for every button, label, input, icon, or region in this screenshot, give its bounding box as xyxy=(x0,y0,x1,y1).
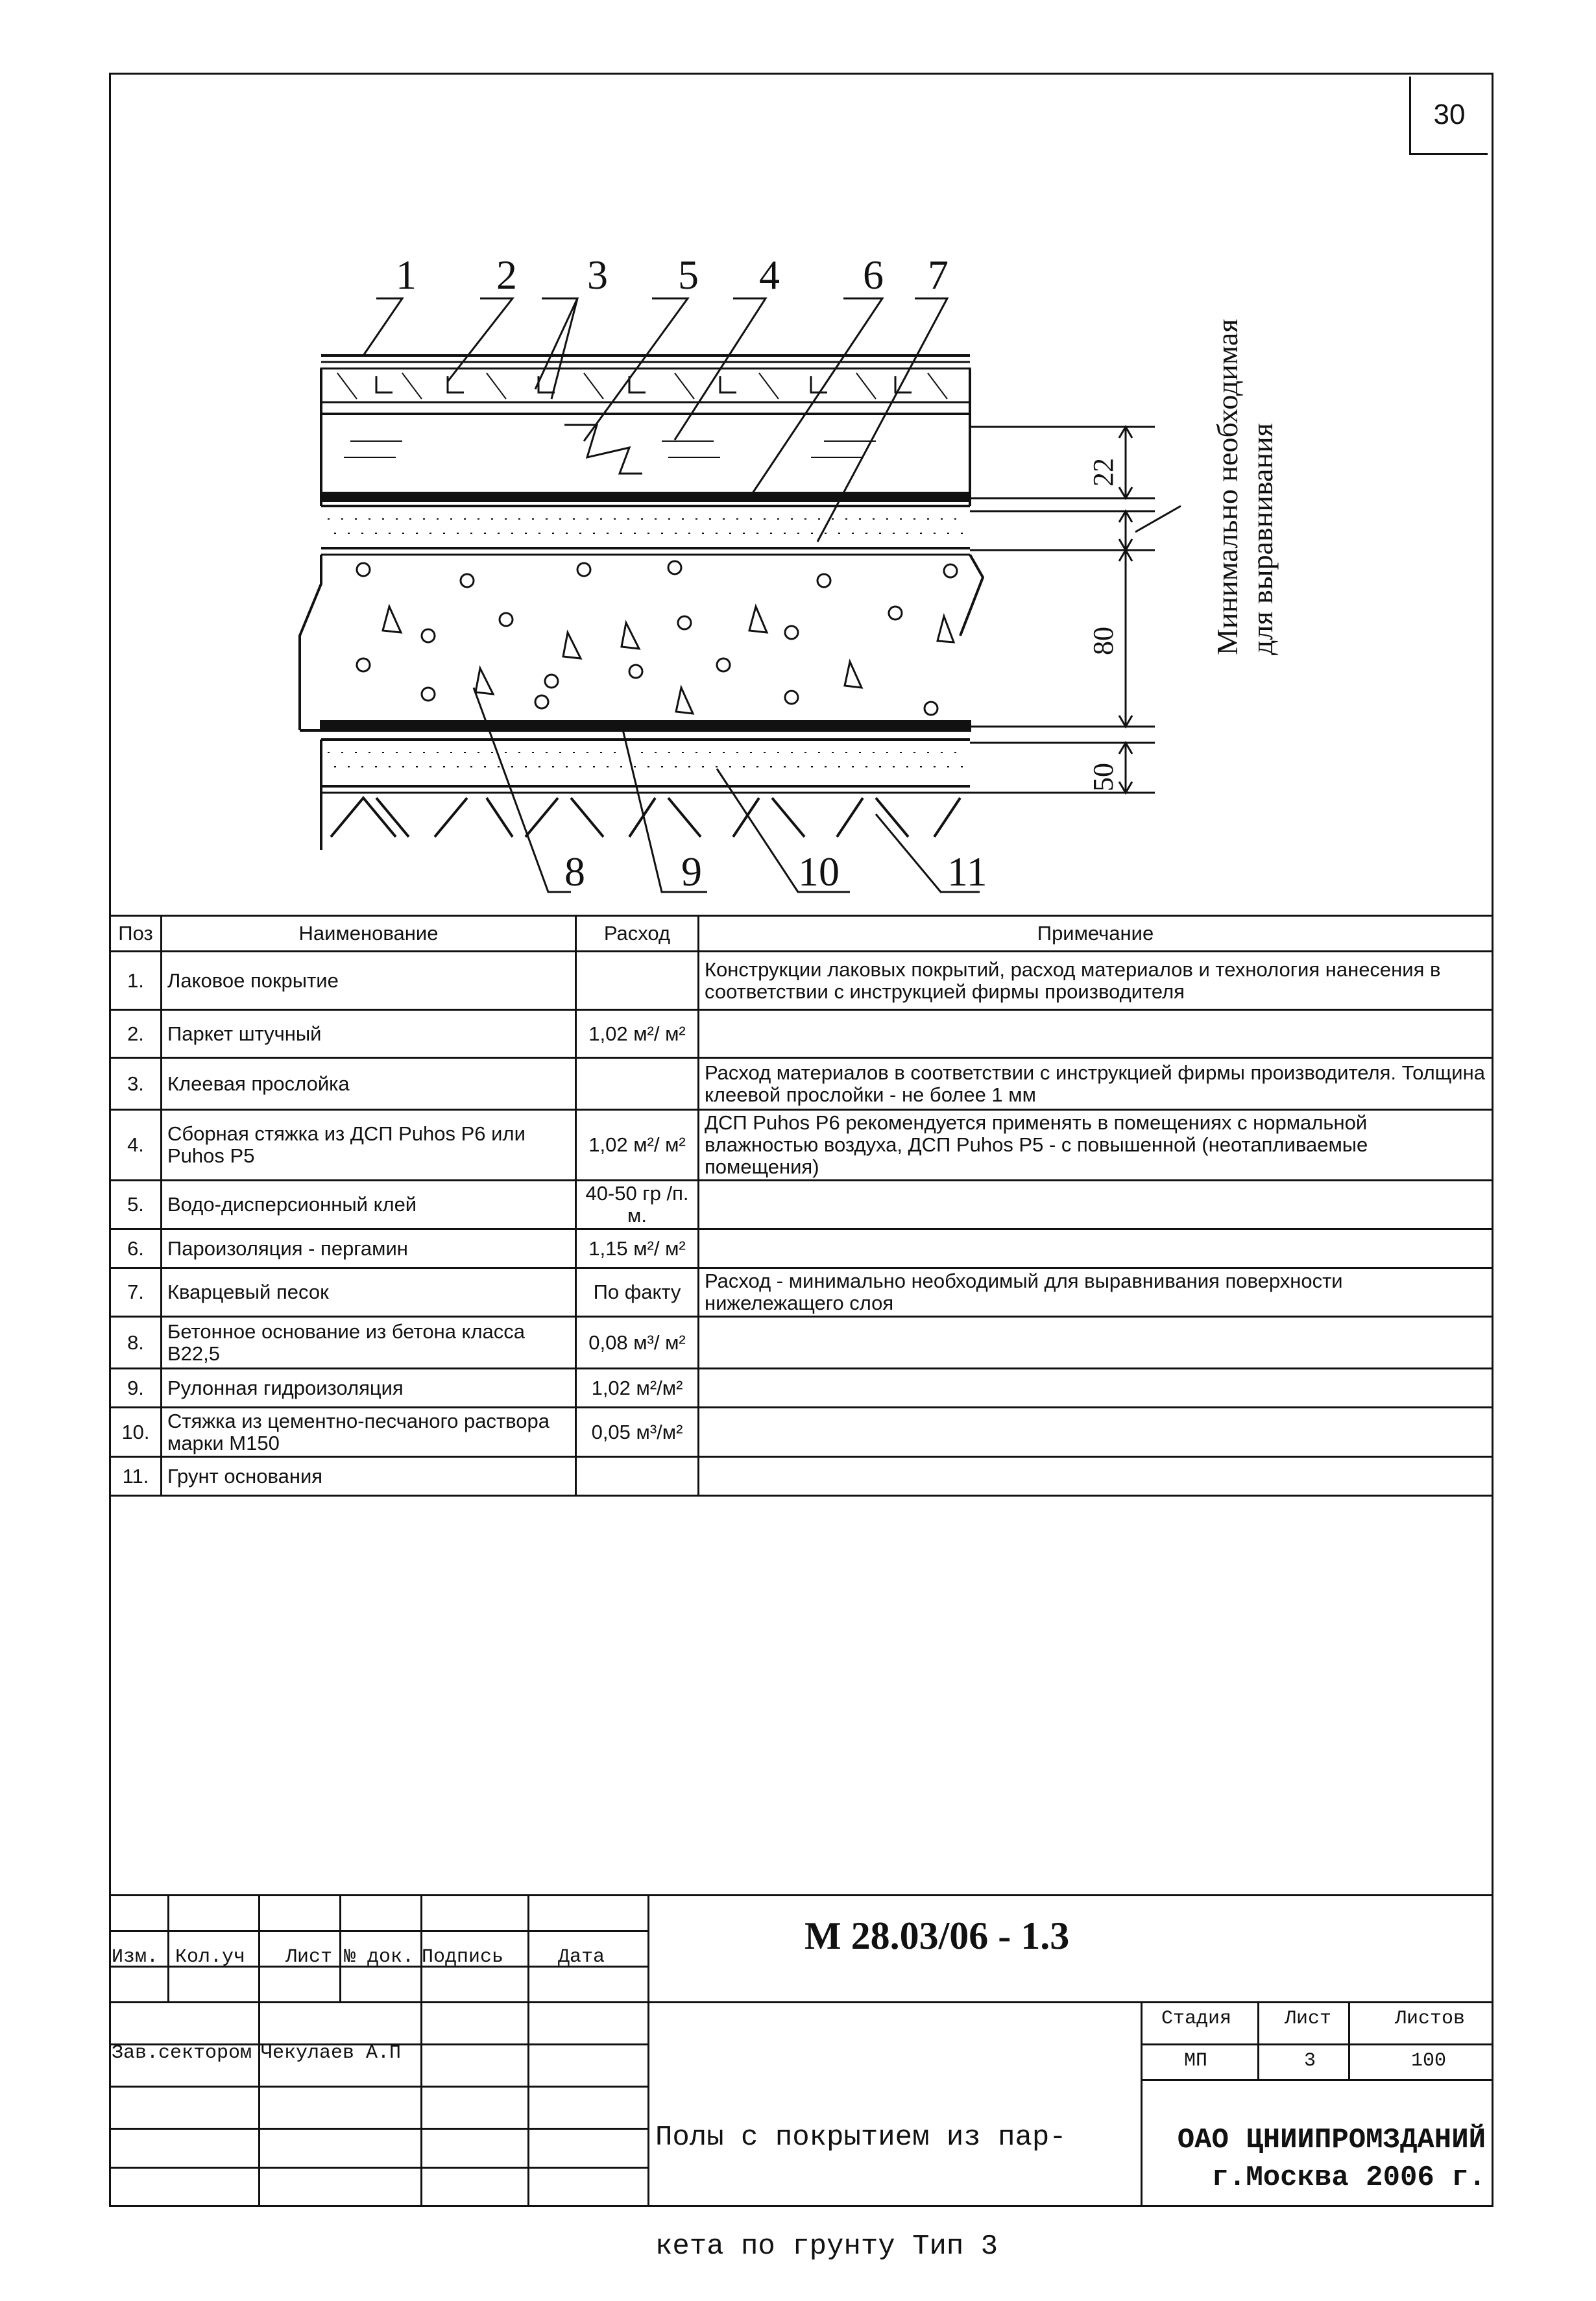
person-name: Чекулаев А.П xyxy=(261,2042,402,2064)
row-rate: 0,05 м³/м² xyxy=(576,1408,699,1457)
row-pos: 3. xyxy=(110,1058,162,1110)
row-name: Кварцевый песок xyxy=(162,1268,576,1317)
callout-10: 10 xyxy=(798,849,840,895)
row-pos: 2. xyxy=(110,1010,162,1058)
callout-1: 1 xyxy=(396,252,417,298)
row-name: Пароизоляция - пергамин xyxy=(162,1229,576,1268)
row-note: Конструкции лаковых покрытий, расход материалов и технология нанесения в соответствии с инструкцией фирмы производителя xyxy=(699,952,1493,1010)
row-pos: 6. xyxy=(110,1229,162,1268)
specification-table xyxy=(109,915,1493,1497)
role-label: Зав.сектором xyxy=(112,2042,252,2064)
row-name: Клеевая прослойка xyxy=(162,1058,576,1110)
row-rate: 40-50 гр /п. м. xyxy=(576,1181,699,1229)
row-note xyxy=(699,1317,1493,1369)
callout-3: 3 xyxy=(587,252,608,298)
col-podpis: Подпись xyxy=(422,1946,504,1968)
row-pos: 11. xyxy=(110,1457,162,1496)
document-title-line-2: кета по грунту Тип 3 xyxy=(655,2230,998,2263)
organization-name: ОАО ЦНИИПРОМЗДАНИЙ xyxy=(1177,2124,1486,2156)
row-pos: 8. xyxy=(110,1317,162,1369)
row-name: Рулонная гидроизоляция xyxy=(162,1369,576,1408)
dimension-80: 80 xyxy=(1087,627,1119,655)
header-pos: Поз xyxy=(110,916,162,952)
callout-5: 5 xyxy=(678,252,699,298)
document-title xyxy=(655,2047,1067,2301)
document-title-line-1: Полы с покрытием из пар- xyxy=(655,2121,1067,2154)
table-row xyxy=(110,952,1493,1010)
table-row xyxy=(110,1457,1493,1496)
row-name: Стяжка из цементно-песчаного раствора марки М150 xyxy=(162,1408,576,1457)
col-kol: Кол.уч xyxy=(175,1946,246,1968)
row-pos: 7. xyxy=(110,1268,162,1317)
row-name: Лаковое покрытие xyxy=(162,952,576,1010)
row-pos: 5. xyxy=(110,1181,162,1229)
header-note: Примечание xyxy=(699,916,1493,952)
row-rate xyxy=(576,952,699,1010)
table-row xyxy=(110,1058,1493,1110)
table-header-row xyxy=(110,916,1493,952)
row-rate: 1,02 м²/ м² xyxy=(576,1110,699,1181)
callout-2: 2 xyxy=(496,252,517,298)
row-rate xyxy=(576,1457,699,1496)
side-note-line-1: Минимально необходимая xyxy=(1211,319,1244,655)
callout-8: 8 xyxy=(564,849,585,895)
row-name: Бетонное основание из бетона класса B22,5 xyxy=(162,1317,576,1369)
table-row xyxy=(110,1110,1493,1181)
callout-9: 9 xyxy=(681,849,702,895)
row-rate: 1,15 м²/ м² xyxy=(576,1229,699,1268)
row-rate: 1,02 м²/ м² xyxy=(576,1010,699,1058)
floor-section-drawing xyxy=(292,234,1200,908)
row-rate xyxy=(576,1058,699,1110)
row-note xyxy=(699,1010,1493,1058)
row-pos: 10. xyxy=(110,1408,162,1457)
col-izm: Изм. xyxy=(112,1946,159,1968)
sheet-number: 30 xyxy=(1409,77,1488,155)
row-note: Расход - минимально необходимый для выравнивания поверхности нижележащего слоя xyxy=(699,1268,1493,1317)
table-row xyxy=(110,1268,1493,1317)
sheet-label: Лист xyxy=(1285,2008,1332,2030)
dimension-22: 22 xyxy=(1087,458,1119,487)
row-name: Сборная стяжка из ДСП Puhos P6 или Puhos P5 xyxy=(162,1110,576,1181)
col-data: Дата xyxy=(558,1946,605,1968)
table-row xyxy=(110,1229,1493,1268)
sheet-value: 3 xyxy=(1304,2050,1316,2072)
sheets-value: 100 xyxy=(1411,2050,1447,2072)
side-note xyxy=(1210,319,1280,655)
row-note xyxy=(699,1181,1493,1229)
table-row xyxy=(110,1010,1493,1058)
row-rate: 0,08 м³/ м² xyxy=(576,1317,699,1369)
callout-7: 7 xyxy=(928,252,949,298)
row-pos: 9. xyxy=(110,1369,162,1408)
header-name: Наименование xyxy=(162,916,576,952)
row-pos: 4. xyxy=(110,1110,162,1181)
organization xyxy=(1148,2121,1486,2197)
row-note: Расход материалов в соответствии с инструкцией фирмы производителя. Толщина клеевой прослойки - не более 1 мм xyxy=(699,1058,1493,1110)
stage-label: Стадия xyxy=(1161,2008,1232,2030)
organization-city-year: г.Москва 2006 г. xyxy=(1211,2162,1486,2194)
row-note xyxy=(699,1408,1493,1457)
callout-4: 4 xyxy=(759,252,780,298)
row-pos: 1. xyxy=(110,952,162,1010)
table-row xyxy=(110,1181,1493,1229)
row-note xyxy=(699,1369,1493,1408)
table-row xyxy=(110,1317,1493,1369)
dimension-50: 50 xyxy=(1087,763,1119,791)
callout-6: 6 xyxy=(863,252,884,298)
document-code: М 28.03/06 - 1.3 xyxy=(804,1914,1070,1957)
header-rate: Расход xyxy=(576,916,699,952)
row-name: Водо-дисперсионный клей xyxy=(162,1181,576,1229)
sheets-label: Листов xyxy=(1395,2008,1466,2030)
row-name: Паркет штучный xyxy=(162,1010,576,1058)
row-note xyxy=(699,1457,1493,1496)
side-note-line-2: для выравнивания xyxy=(1246,423,1279,655)
table-row xyxy=(110,1369,1493,1408)
col-list: Лист xyxy=(285,1946,333,1968)
row-note xyxy=(699,1229,1493,1268)
row-rate: По факту xyxy=(576,1268,699,1317)
callout-11: 11 xyxy=(947,849,987,895)
table-row xyxy=(110,1408,1493,1457)
row-name: Грунт основания xyxy=(162,1457,576,1496)
stage-value: МП xyxy=(1184,2050,1208,2072)
row-rate: 1,02 м²/м² xyxy=(576,1369,699,1408)
col-ndok: № док. xyxy=(344,1946,415,1968)
row-note: ДСП Puhos P6 рекомендуется применять в помещениях с нормальной влажностью воздуха, ДСП Puhos P5 - с повышенной (неотапливаемые помещения) xyxy=(699,1110,1493,1181)
